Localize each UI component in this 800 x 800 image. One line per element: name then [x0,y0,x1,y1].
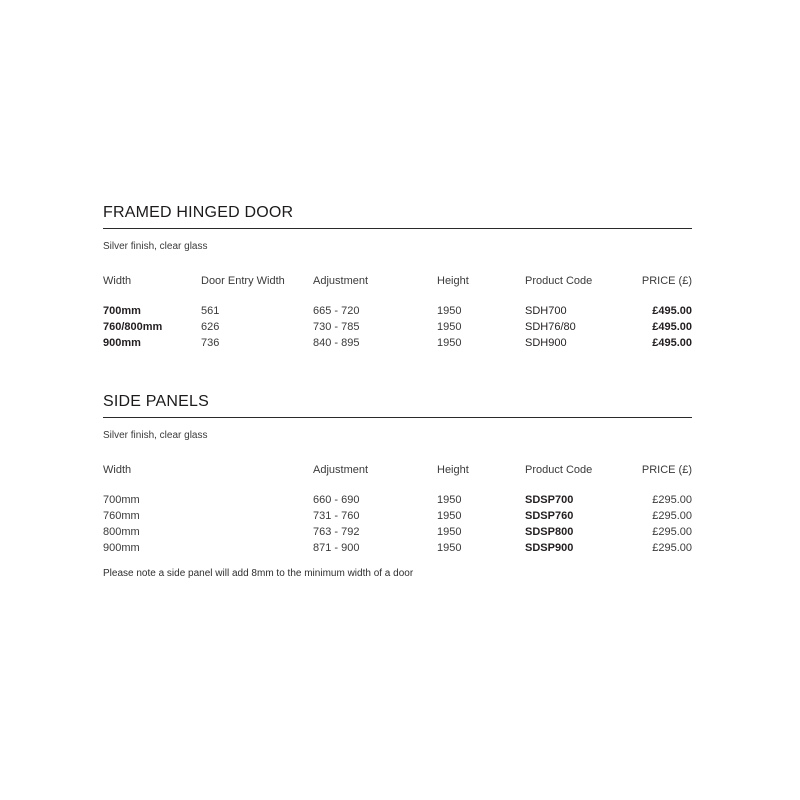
side-panel-note: Please note a side panel will add 8mm to the minimum width of a door [103,568,414,579]
row-width: 900mm [103,542,140,554]
header-adjustment: Adjustment [313,275,369,287]
row-product-code: SDSP800 [525,526,574,538]
table-row [103,319,692,335]
row-height: 1950 [437,337,462,349]
row-adjustment: 730 - 785 [313,321,360,333]
row-height: 1950 [437,542,462,554]
row-price: £495.00 [652,337,692,349]
row-product-code: SDSP700 [525,494,574,506]
row-door-entry-width: 736 [201,337,220,349]
side-table-header [103,462,692,478]
row-width: 900mm [103,337,141,349]
header-door-entry-width: Door Entry Width [201,275,285,287]
row-product-code: SDH700 [525,305,567,317]
framed-table-header [103,273,692,289]
row-price: £295.00 [652,526,692,538]
row-price: £495.00 [652,305,692,317]
row-height: 1950 [437,494,462,506]
row-width: 760/800mm [103,321,163,333]
table-row [103,492,692,508]
header-price: PRICE (£) [641,275,692,287]
row-product-code: SDH76/80 [525,321,576,333]
table-row [103,303,692,319]
table-row [103,508,692,524]
row-width: 700mm [103,305,141,317]
row-door-entry-width: 561 [201,305,220,317]
row-adjustment: 763 - 792 [313,526,360,538]
side-panels-section [103,392,692,579]
header-height: Height [437,464,469,476]
row-width: 800mm [103,526,140,538]
row-height: 1950 [437,305,462,317]
row-price: £295.00 [652,510,692,522]
row-height: 1950 [437,321,462,333]
table-row [103,540,692,556]
row-adjustment: 871 - 900 [313,542,360,554]
row-product-code: SDSP760 [525,510,574,522]
section-title-framed-hinged-door: FRAMED HINGED DOOR [103,203,692,229]
header-price: PRICE (£) [641,464,692,476]
row-adjustment: 660 - 690 [313,494,360,506]
row-adjustment: 731 - 760 [313,510,360,522]
row-price: £495.00 [652,321,692,333]
row-price: £295.00 [652,494,692,506]
header-product-code: Product Code [525,275,593,287]
row-height: 1950 [437,526,462,538]
row-height: 1950 [437,510,462,522]
row-price: £295.00 [652,542,692,554]
row-product-code: SDSP900 [525,542,574,554]
header-adjustment: Adjustment [313,464,369,476]
header-product-code: Product Code [525,464,593,476]
row-door-entry-width: 626 [201,321,220,333]
header-width: Width [103,275,132,287]
row-adjustment: 840 - 895 [313,337,360,349]
framed-hinged-door-section [103,203,692,351]
row-adjustment: 665 - 720 [313,305,360,317]
header-width: Width [103,464,132,476]
row-width: 700mm [103,494,140,506]
row-width: 760mm [103,510,140,522]
side-subtitle: Silver finish, clear glass [103,430,208,441]
section-title-side-panels: SIDE PANELS [103,392,692,418]
header-height: Height [437,275,469,287]
framed-subtitle: Silver finish, clear glass [103,241,208,252]
row-product-code: SDH900 [525,337,567,349]
table-row [103,335,692,351]
table-row [103,524,692,540]
